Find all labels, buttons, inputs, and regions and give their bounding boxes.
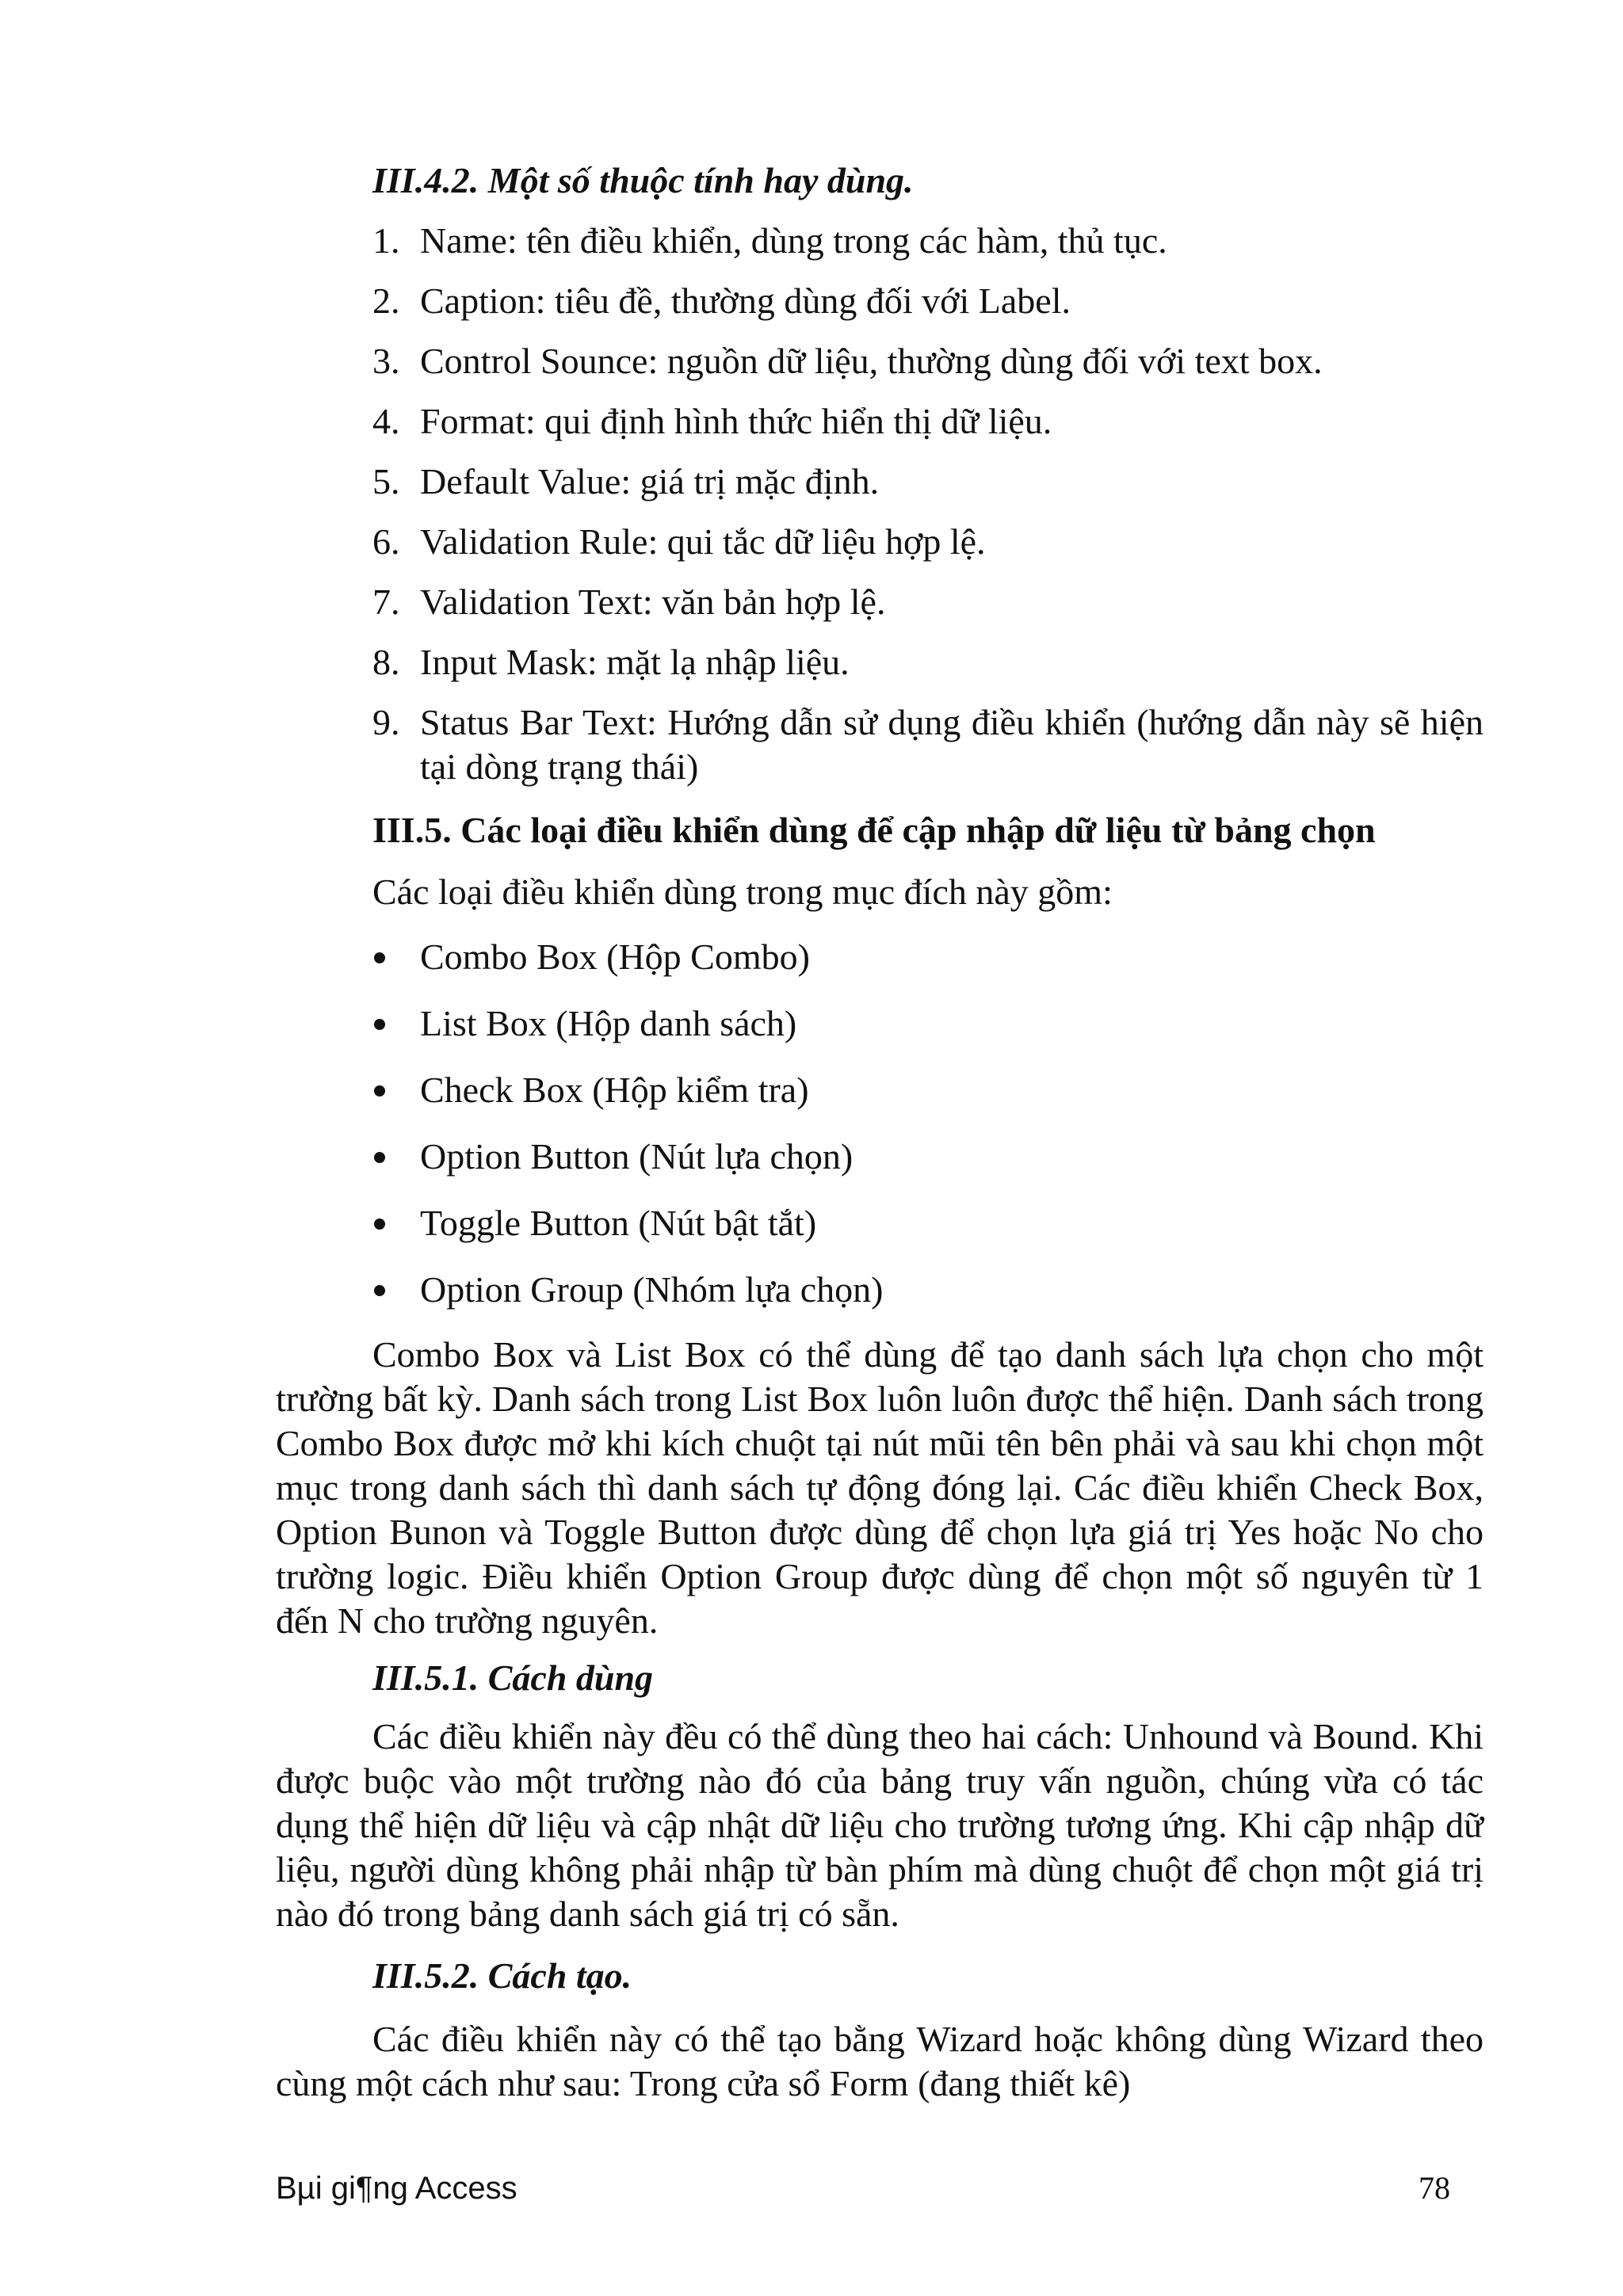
footer-title: Bµi gi¶ng Access: [276, 2171, 517, 2206]
list-item-text: Name: tên điều khiển, dùng trong các hàm, thủ tục.: [420, 220, 1167, 261]
list-item-number: 5.: [372, 461, 400, 502]
list-item: [372, 399, 1484, 444]
list-item: [372, 460, 1484, 504]
bullet-text: Option Button (Nút lựa chọn): [420, 1136, 854, 1177]
paragraph: Combo Box và List Box có thể dùng để tạo danh sách lựa chọn cho một trường bất kỳ. Danh sách trong List Box luôn luôn được thể hiện. Danh sách trong Combo Box được mở khi kích chuột tại nút mũi tên bên phải và sau khi chọn một mục trong danh sách thì danh sách tự động đóng lại. Các điều khiển Check Box, Option Bunon và Toggle Button được dùng để chọn lựa giá trị Yes hoặc No cho trường logic. Điều khiển Option Group được dùng để chọn một số nguyên từ 1 đến N cho trường nguyên.: [276, 1334, 1484, 1641]
heading-3-5-1: III.5.1. Cách dùng: [372, 1657, 654, 1698]
bullet-text: Toggle Button (Nút bật tắt): [420, 1203, 817, 1243]
list-item: [372, 279, 1484, 323]
heading-3-5-2: III.5.2. Cách tạo.: [372, 1955, 632, 1996]
bullet-item: [372, 1135, 1484, 1179]
bullet-icon: [374, 1152, 385, 1163]
bullet-item: [372, 1268, 1484, 1312]
list-item-text: Input Mask: mặt lạ nhập liệu.: [420, 642, 850, 682]
bullet-icon: [374, 1085, 385, 1097]
list-item: [372, 700, 1484, 789]
bullet-text: Check Box (Hộp kiểm tra): [420, 1070, 809, 1110]
bullet-item: [372, 935, 1484, 979]
bullet-text: Option Group (Nhóm lựa chọn): [420, 1269, 884, 1310]
list-item: [372, 339, 1484, 383]
list-item-number: 3.: [372, 341, 400, 381]
heading-3-4-2: III.4.2. Một số thuộc tính hay dùng.: [372, 160, 914, 200]
list-item: [372, 219, 1484, 263]
list-item-number: 6.: [372, 521, 400, 562]
list-item-number: 7.: [372, 582, 400, 622]
bullet-item: [372, 1201, 1484, 1245]
heading-3-5: III.5. Các loại điều khiển dùng để cập nhập dữ liệu từ bảng chọn: [372, 810, 1376, 850]
list-item-text: Control Sounce: nguồn dữ liệu, thường dùng đối với text box.: [420, 341, 1323, 381]
list-item-number: 9.: [372, 702, 400, 742]
bullet-icon: [374, 952, 385, 963]
bullet-icon: [374, 1019, 385, 1030]
list-item-number: 1.: [372, 220, 400, 261]
bullet-item: [372, 1068, 1484, 1112]
list-item-text: Caption: tiêu đề, thường dùng đối với Label.: [420, 280, 1071, 321]
paragraph: Các điều khiển này có thể tạo bằng Wizard hoặc không dùng Wizard theo cùng một cách như sau: Trong cửa sổ Form (đang thiết kê): [276, 2019, 1484, 2103]
bullet-icon: [374, 1285, 385, 1296]
list-item-number: 8.: [372, 642, 400, 682]
list-item-text: Format: qui định hình thức hiển thị dữ liệu.: [420, 401, 1052, 441]
section-intro: Các loại điều khiển dùng trong mục đích này gồm:: [372, 871, 1113, 912]
paragraph: Các điều khiển này đều có thể dùng theo hai cách: Unhound và Bound. Khi được buộc vào một trường nào đó của bảng truy vấn nguồn, chúng vừa có tác dụng thể hiện dữ liệu và cập nhật dữ liệu cho trường tương ứng. Khi cập nhập dữ liệu, người dùng không phải nhập từ bàn phím mà dùng chuột để chọn một giá trị nào đó trong bảng danh sách giá trị có sẵn.: [276, 1716, 1484, 1934]
list-item-text: Validation Rule: qui tắc dữ liệu hợp lệ.: [420, 521, 986, 562]
list-item-text: Status Bar Text: Hướng dẫn sử dụng điều khiển (hướng dẫn này sẽ hiện tại dòng trạng thái): [420, 702, 1484, 787]
list-item-text: Default Value: giá trị mặc định.: [420, 461, 880, 502]
bullet-item: [372, 1001, 1484, 1046]
list-item: [372, 580, 1484, 624]
list-item-text: Validation Text: văn bản hợp lệ.: [420, 582, 886, 622]
list-item-number: 4.: [372, 401, 400, 441]
bullet-text: List Box (Hộp danh sách): [420, 1003, 797, 1043]
bullet-icon: [374, 1219, 385, 1230]
list-item: [372, 520, 1484, 564]
list-item-number: 2.: [372, 280, 400, 321]
list-item: [372, 640, 1484, 685]
bullet-text: Combo Box (Hộp Combo): [420, 936, 810, 977]
page-number: 78: [1419, 2170, 1450, 2206]
